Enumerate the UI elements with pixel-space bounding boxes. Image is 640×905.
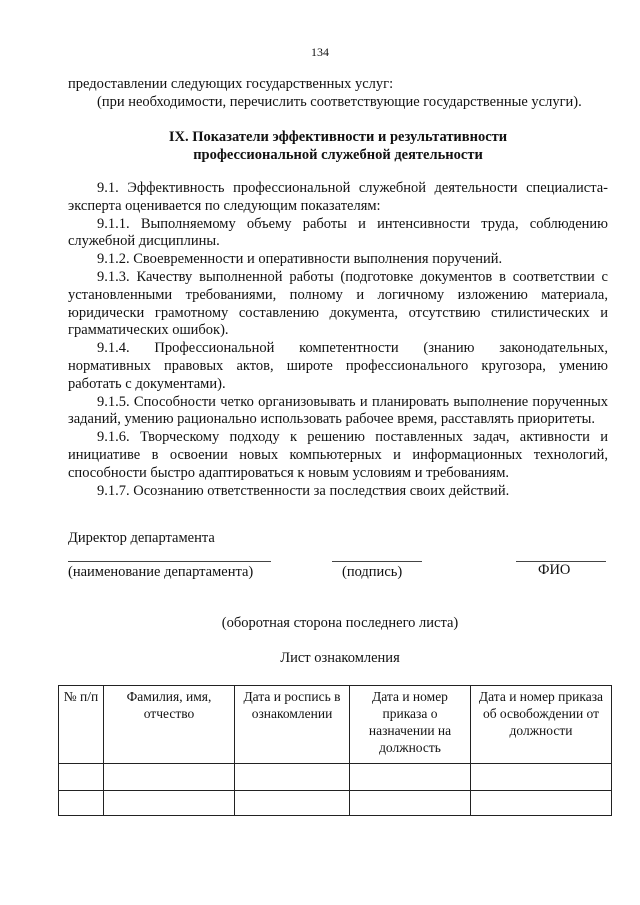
dept-line bbox=[68, 561, 271, 562]
table-cell bbox=[471, 764, 612, 791]
paragraph: 9.1.5. Способности четко организовывать и планировать выполнение порученных заданий, умению рационально использовать рабочее время, расставлять приоритеты. bbox=[68, 393, 608, 428]
table-cell bbox=[104, 764, 235, 791]
header-cell: Фамилия, имя, отчество bbox=[104, 686, 235, 764]
paragraph: 9.1.7. Осознанию ответственности за последствия своих действий. bbox=[97, 482, 510, 499]
table-cell bbox=[104, 791, 235, 816]
dept-label: (наименование департамента) bbox=[68, 564, 254, 580]
table-cell bbox=[59, 764, 104, 791]
paragraph: 9.1.6. Творческому подходу к решению поставленных задач, активности и инициативе в освоении новых компьютерных и информационных технологий, способности быстро адаптироваться к новым условиям и требованиям. bbox=[68, 429, 608, 481]
table-row bbox=[59, 764, 612, 791]
table-row bbox=[59, 791, 612, 816]
intro-line1: предоставлении следующих государственных услуг: bbox=[68, 76, 394, 92]
paragraph: 9.1.4. Профессиональной компетентности (знанию законодательных, нормативных правовых актов, широте профессионального кругозора, умению работать с документами). bbox=[68, 340, 608, 392]
table-cell bbox=[471, 791, 612, 816]
sign-label: (подпись) bbox=[342, 564, 403, 580]
header-cell: Дата и номер приказа о назначении на должность bbox=[350, 686, 471, 764]
table-cell bbox=[235, 791, 350, 816]
header-cell: Дата и номер приказа об освобождении от должности bbox=[471, 686, 612, 764]
header-cell: Дата и роспись в ознакомлении bbox=[235, 686, 350, 764]
header-cell: № п/п bbox=[59, 686, 104, 764]
table-cell bbox=[350, 764, 471, 791]
section-heading bbox=[68, 128, 608, 164]
table-cell bbox=[350, 791, 471, 816]
sign-line bbox=[332, 561, 422, 562]
table-header-row bbox=[59, 686, 612, 764]
paragraph: 9.1.3. Качеству выполненной работы (подготовке документов в соответствии с установленными требованиями, полному и логичному изложению материала, юридически грамотному составлению документа, отсутствию стилистических и грамматических ошибок). bbox=[68, 268, 608, 339]
acquaintance-table bbox=[58, 685, 612, 816]
heading-line1: IX. Показатели эффективности и результативности bbox=[168, 129, 508, 145]
heading-line2: профессиональной служебной деятельности bbox=[193, 147, 483, 163]
table-cell bbox=[235, 764, 350, 791]
intro-line2: (при необходимости, перечислить соответствующие государственные услуги). bbox=[97, 93, 582, 110]
sheet-title: Лист ознакомления bbox=[280, 650, 400, 666]
signature-title: Директор департамента bbox=[68, 530, 215, 546]
page-number: 134 bbox=[311, 45, 329, 59]
indicators-list bbox=[68, 180, 608, 500]
table-cell bbox=[59, 791, 104, 816]
intro bbox=[68, 76, 608, 112]
paragraph: 9.1.2. Своевременности и оперативности выполнения поручений. bbox=[97, 251, 503, 268]
paragraph: 9.1. Эффективность профессиональной служебной деятельности специалиста-эксперта оценивается по следующим показателям: bbox=[68, 180, 608, 214]
paragraph: 9.1.1. Выполняемому объему работы и интенсивности труда, соблюдению служебной дисциплины. bbox=[68, 215, 608, 250]
name-label: ФИО bbox=[538, 562, 571, 578]
reverse-note: (оборотная сторона последнего листа) bbox=[221, 615, 459, 631]
